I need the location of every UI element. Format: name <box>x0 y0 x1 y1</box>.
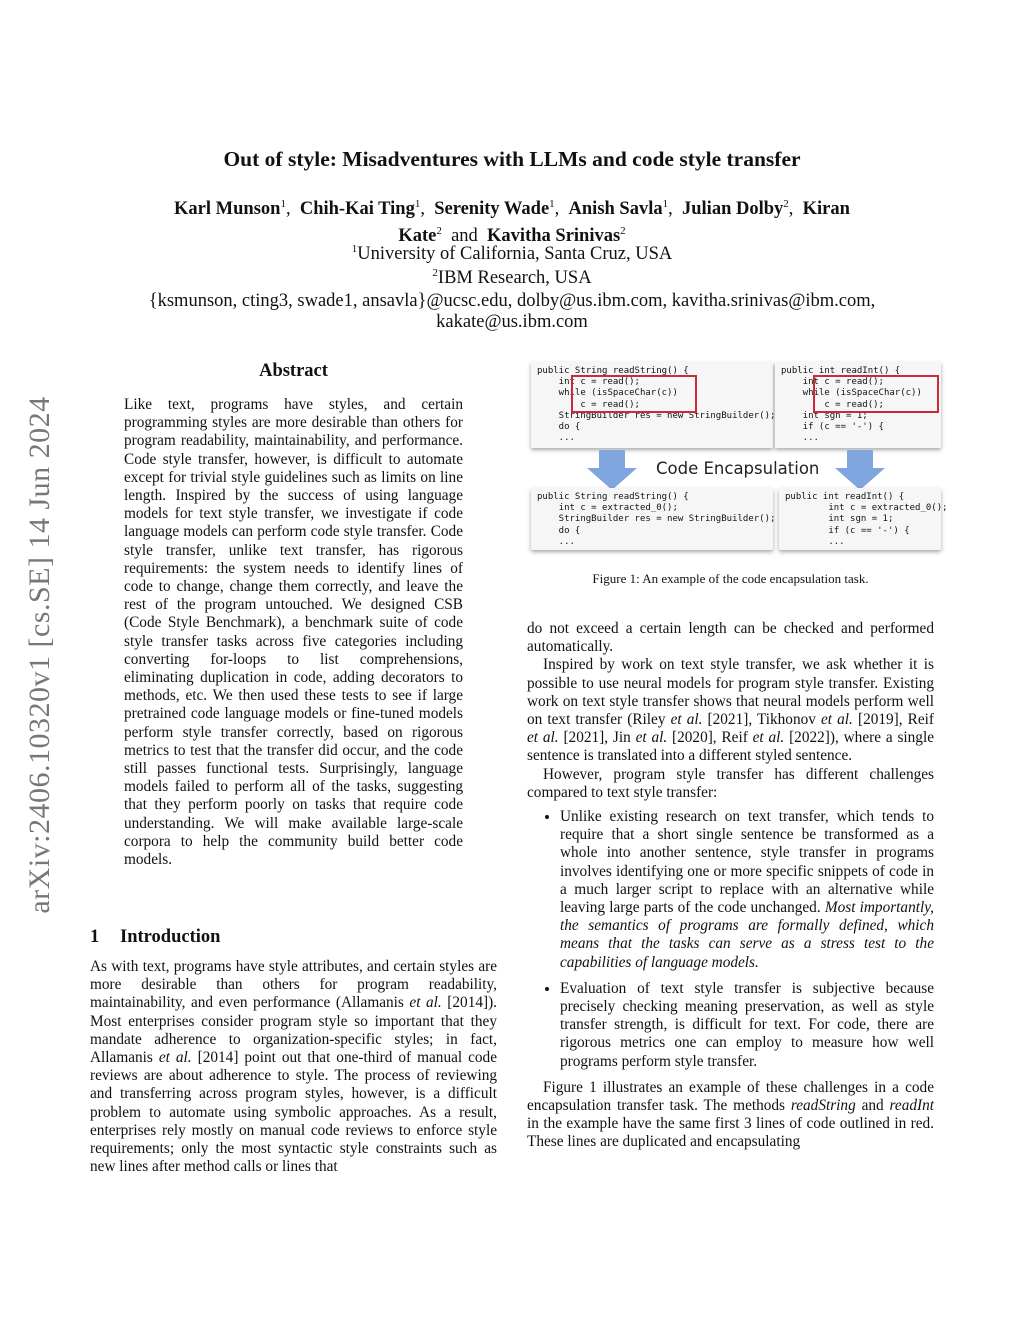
author-list <box>120 193 904 247</box>
arxiv-sidebar <box>20 365 60 945</box>
author-line-1: Karl Munson$^1$, Chih-Kai Ting$^1$, Serenity Wade$^1$, Anish Savla$^1$, Julian Dolby$^2$, Kiran <box>174 198 850 220</box>
affiliation-2: $^2$IBM Research, USA <box>432 267 592 289</box>
arxiv-identifier: arXiv:2406.10320v1 [cs.SE] 14 Jun 2024 <box>23 396 56 914</box>
abstract-text: Like text, programs have styles, and certain programming styles are more desirable than others for program readability, maintainability, and performance. Code style transfer, however, is difficult to automate except for trivial style guidelines such as limits on line length. Inspired by the success of using language models for text style transfer, we investigate if code language models can perform code style transfer. Code style transfer, unlike text transfer, has rigorous requirements: the system needs to identify lines of code to change, change them correctly, and leave the rest of the program untouched. We designed CSB (Code Style Benchmark), a benchmark suite of code style transfer tasks across five categories including converting for-loops to list comprehensions, eliminating duplication in code, adding decorators to methods, etc. We then used these tests to see if large pretrained code language models or fine-tuned models perform style transfer correctly, based on rigorous metrics to test that the transfer did occur, and the code still passes functional tests. Surprisingly, language models failed to perform all of the tasks, suggesting that they perform poorly on tasks that require code understanding. We will make available large-scale corpora to help the community build better code models. <box>124 396 463 869</box>
paragraph-figure-ref: Figure 1 illustrates an example of these challenges in a code encapsulation transfer task. The methods readString and readInt in the example have the same first 3 lines of code outlined in red. These lines are duplicated and encapsulating <box>527 1078 934 1151</box>
figure-1-caption: Figure 1: An example of the code encapsulation task. <box>592 571 869 586</box>
code-top-left: public String readString() { int c = read(); while (isSpaceChar(c)) c = read(); StringBuilder res = new StringBuilder(); do { ... <box>531 362 773 448</box>
section-heading-introduction: 1 Introduction <box>90 927 221 947</box>
code-top-right: public int readInt() { int c = read(); while (isSpaceChar(c)) c = read(); int sgn = 1; if (c == '-') { ... <box>775 362 941 448</box>
author-line-2: Kate$^2$ and Kavitha Srinivas$^2$ <box>398 225 626 247</box>
duplicate-highlight-right <box>813 375 939 413</box>
introduction-paragraph: As with text, programs have style attributes, and certain styles are more desirable than others for program readability, maintainability, and even performance (Allamanis et al. [2014]). Most enterprises consider program style so important that they mandate adherence to organization-specific styles; in fact, Allamanis et al. [2014] point out that one-third of manual code reviews are about adherence to style. The process of reviewing and transferring across program styles, however, is a difficult problem to automate using symbolic approaches. As a result, enterprises rely mostly on manual code reviews to enforce style requirements; only the most syntactic style constraints such as new lines after method calls or lines that <box>90 958 498 1176</box>
code-bottom-right: public int readInt() { int c = extracted_0(); int sgn = 1; if (c == '-') { ... <box>779 488 941 550</box>
author-emails: {ksmunson, cting3, swade1, ansavla}@ucsc.edu, dolby@us.ibm.com, kavitha.srinivas@ibm.com, kakate@us.ibm.com <box>148 291 876 332</box>
challenge-list <box>527 808 934 1071</box>
figure-label: Code Encapsulation <box>656 459 820 478</box>
list-item: • Unlike existing research on text transfer, which tends to require that a short single sentence be transformed as a whole into another sentence, style transfer in programs involves identifying one or more specific snippets of code in a much larger script to replace with an alternative while leaving large parts of the code unchanged. Most importantly, the semantics of programs are formally defined, which means that the tasks can serve as a stress test to the capabilities of language models. <box>560 808 934 972</box>
list-item: • Evaluation of text style transfer is subjective because precisely checking meaning preservation, as well as style transfer strength, is difficult for text. For code, there are rigorous metrics one can employ to measure how well programs perform style transfer. <box>560 980 934 1071</box>
down-arrow-left-icon <box>587 450 637 490</box>
abstract-heading: Abstract <box>259 361 328 381</box>
down-arrow-right-icon <box>835 450 885 490</box>
figure-1 <box>527 358 947 556</box>
paper-title: Out of style: Misadventures with LLMs and code style transfer <box>223 147 801 171</box>
code-bottom-left: public String readString() { int c = extracted_0(); StringBuilder res = new StringBuilder(); do { ... <box>531 488 773 550</box>
paragraph-challenges: However, program style transfer has different challenges compared to text style transfer: <box>527 765 934 801</box>
right-column <box>527 620 934 1152</box>
paragraph-continued: do not exceed a certain length can be checked and performed automatically. <box>527 620 934 656</box>
duplicate-highlight-left <box>571 375 697 413</box>
affiliation-1: $^1$University of California, Santa Cruz, USA <box>351 243 673 265</box>
paragraph-inspired: Inspired by work on text style transfer, we ask whether it is possible to use neural models for program style transfer. Existing work on text style transfer shows that neural models perform well on text transfer (Riley et al. [2021], Tikhonov et al. [2019], Reif et al. [2021], Jin et al. [2020], Reif et al. [2022]), where a single sentence is translated into a different styled sentence. <box>527 656 935 765</box>
